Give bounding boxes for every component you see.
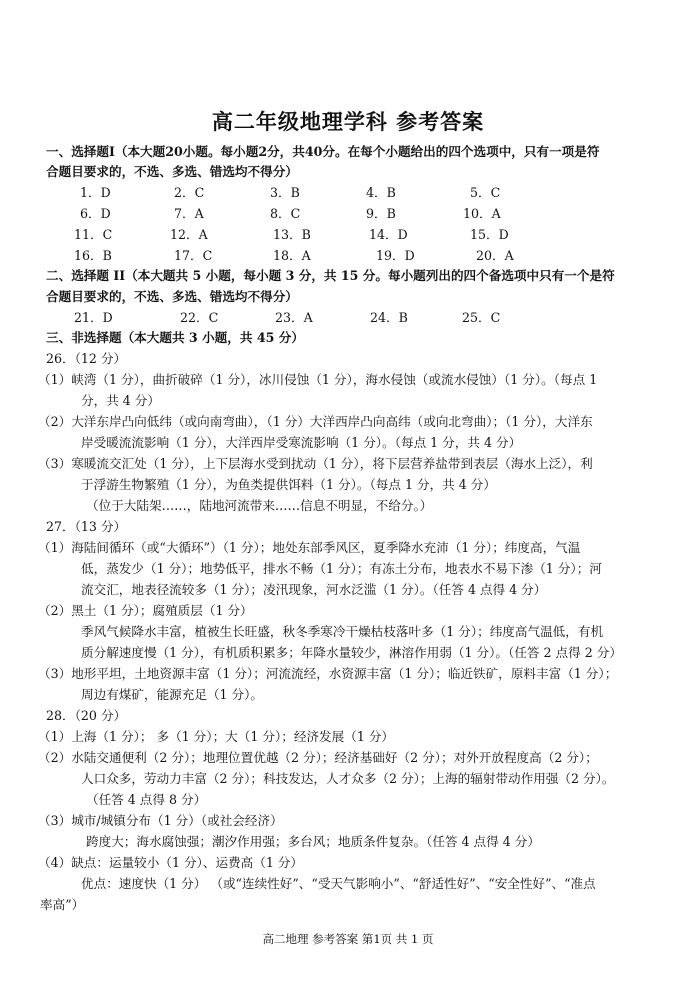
- page-footer: 高二地理 参考答案 第1页 共 1 页: [262, 932, 434, 946]
- answer-item: 22．C: [180, 310, 219, 325]
- answer-item: 8．C: [270, 206, 301, 221]
- answer-item: 4．B: [366, 185, 396, 200]
- answer-item: 10．A: [463, 206, 501, 221]
- answer-item: 17．C: [174, 248, 213, 263]
- answer-item: 24．B: [370, 310, 408, 325]
- q26-part2-cont: 岸受暖流流影响（1 分），大洋西岸受寒流影响（1 分）。（每点 1 分，共 4 分）: [81, 435, 522, 450]
- answer-item: 1．D: [80, 185, 111, 200]
- section2-heading: 二、选择题 II（本大题共 5 小题，每小题 3 分，共 15 分。每小题列出的四个备选项中只有一个是符: [46, 268, 615, 283]
- section3-heading: 三、非选择题（本大题共 3 小题，共 45 分）: [46, 330, 304, 345]
- answer-item: 23．A: [275, 310, 313, 325]
- q28-part2-cont: 人口众多，劳动力丰富（2 分）；科技发达，人才众多（2 分）；上海的辐射带动作用强（2 分）。: [81, 771, 615, 786]
- section2-heading-cont: 合题目要求的，不选、多选、错选均不得分）: [46, 289, 298, 304]
- answer-item: 15．D: [470, 227, 509, 242]
- q27-part1: （1）海陆间循环（或“大循环”）（1 分）；地处东部季风区，夏季降水充沛（1 分）；纬度高，气温: [38, 540, 581, 555]
- q26-part1: （1）峡湾（1 分），曲折破碎（1 分），冰川侵蚀（1 分），海水侵蚀（或流水侵蚀）（1 分）。（每点 1: [38, 372, 598, 387]
- q26-part2: （2）大洋东岸凸向低纬（或向南弯曲），（1 分）大洋西岸凸向高纬（或向北弯曲）；（1 分），大洋东: [38, 414, 593, 429]
- answer-item: 3．B: [270, 185, 300, 200]
- q26-part3: （3）寒暖流交汇处（1 分），上下层海水受到扰动（1 分），将下层营养盐带到表层（海水上泛），利: [38, 456, 593, 471]
- answer-item: 16．B: [74, 248, 112, 263]
- q28-part3-cont: 跨度大；海水腐蚀强；潮汐作用强；多台风；地质条件复杂。（任答 4 点得 4 分）: [86, 834, 540, 849]
- q28-part2: （2）水陆交通便利（2 分）；地理位置优越（2 分）；经济基础好（2 分）；对外开放程度高（2 分）；: [38, 750, 598, 765]
- answer-item: 14．D: [369, 227, 408, 242]
- q27-part3-cont: 周边有煤矿，能源充足（1 分）。: [81, 687, 264, 702]
- q27-part1-cont2: 流交汇，地表径流较多（1 分）；凌汛现象，河水泛滥（1 分）。（任答 4 点得 4 分）: [81, 582, 547, 597]
- answer-item: 25．C: [462, 310, 501, 325]
- answer-item: 19．D: [376, 248, 415, 263]
- answer-item: 13．B: [273, 227, 311, 242]
- q28-part2-note: （任答 4 点得 8 分）: [86, 792, 207, 807]
- q28-part4: （4）缺点：运量较小（1 分）、运费高（1 分）: [38, 855, 304, 870]
- q28-label: 28．（20 分）: [46, 708, 127, 723]
- answer-item: 18．A: [273, 248, 311, 263]
- q27-part2-cont2: 质分解速度慢（1 分），有机质积累多；年降水量较少，淋溶作用弱（1 分）。（任答 2 点得 2 分）: [81, 645, 622, 660]
- q27-part3: （3）地形平坦，土地资源丰富（1 分）；河流流经，水资源丰富（1 分）；临近铁矿，原料丰富（1 分）；: [38, 666, 618, 681]
- q27-part1-cont: 低，蒸发少（1 分）；地势低平，排水不畅（1 分）；有冻土分布，地表水不易下渗（1 分）；河: [81, 561, 602, 576]
- q27-label: 27．（13 分）: [46, 519, 127, 534]
- answer-item: 5．C: [470, 185, 501, 200]
- q28-part1: （1）上海（1 分）； 多（1 分）；大（1 分）；经济发展（1 分）: [38, 729, 395, 744]
- answer-item: 21．D: [74, 310, 113, 325]
- q27-part2: （2）黑土（1 分）；腐殖质层（1 分）: [38, 603, 253, 618]
- answer-item: 9．B: [366, 206, 396, 221]
- section1-heading-cont: 合题目要求的，不选、多选、错选均不得分）: [46, 164, 298, 179]
- section1-heading: 一、选择题I（本大题20小题。每小题2分，共40分。在每个小题给出的四个选项中，只有一项是符: [46, 144, 600, 159]
- q28-part4-cont: 优点：速度快（1 分） （或“连续性好”、“受天气影响小”、“舒适性好”、“安全性好”、“准点: [81, 876, 596, 891]
- q28-part3: （3）城市/城镇分布（1 分）（或社会经济）: [38, 813, 283, 828]
- q26-label: 26．（12 分）: [46, 351, 127, 366]
- answer-item: 12．A: [170, 227, 208, 242]
- answer-item: 20．A: [476, 248, 514, 263]
- answer-item: 7．A: [174, 206, 204, 221]
- answer-item: 11．C: [74, 227, 113, 242]
- q26-part1-cont: 分，共 4 分）: [81, 393, 160, 408]
- q26-note: （位于大陆架……，陆地河流带来……信息不明显，不给分。）: [86, 498, 433, 513]
- q28-part4-cont2: 率高”）: [40, 897, 85, 912]
- q27-part2-cont: 季风气候降水丰富，植被生长旺盛，秋冬季寒冷干燥枯枝落叶多（1 分）；纬度高气温低，有机: [81, 624, 604, 639]
- answer-item: 2．C: [174, 185, 205, 200]
- answer-item: 6．D: [80, 206, 111, 221]
- q26-part3-cont: 于浮游生物繁殖（1 分），为鱼类提供饵料（1 分）。（每点 1 分，共 4 分）: [81, 477, 496, 492]
- page-title: 高二年级地理学科 参考答案: [211, 109, 485, 134]
